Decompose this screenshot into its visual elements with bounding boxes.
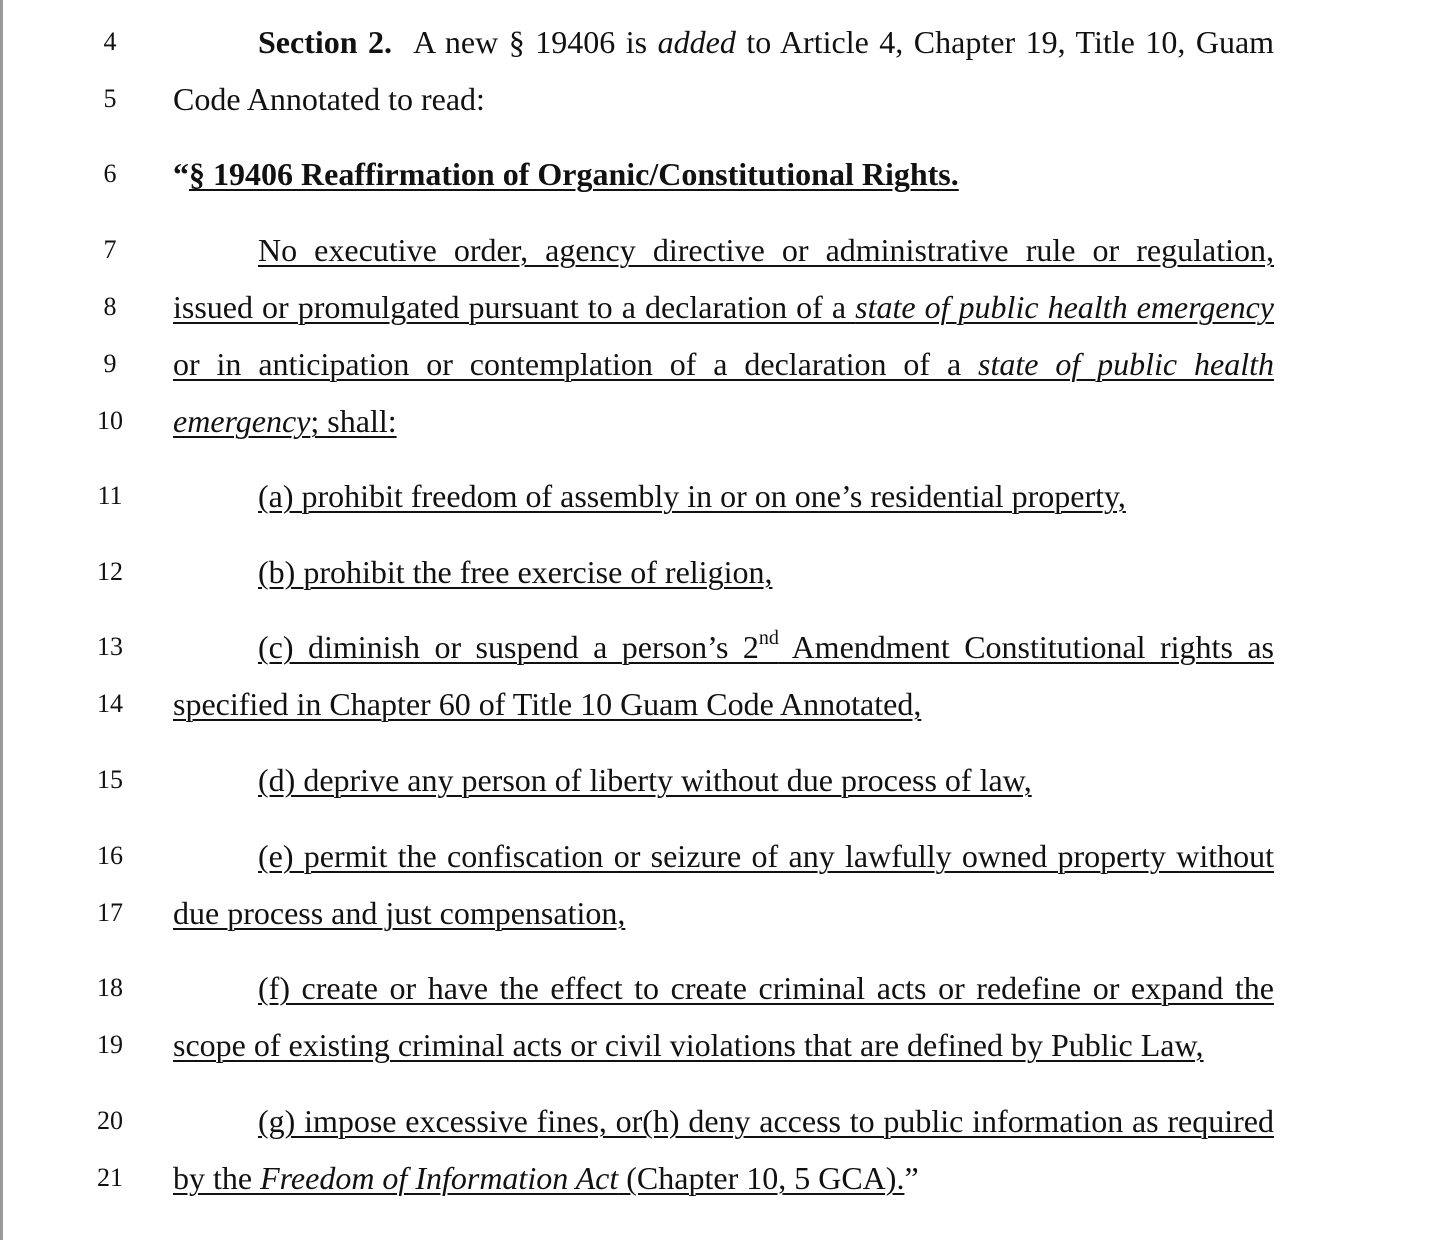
section-line-5: Code Annotated to read: xyxy=(173,81,485,117)
item-a xyxy=(258,476,1274,516)
item-g-h xyxy=(258,1101,1274,1141)
text-run: (a) prohibit freedom of assembly in or on one’s residential property, xyxy=(258,478,1126,514)
line-number: 21 xyxy=(97,1163,123,1192)
text-run-italic: added xyxy=(657,24,736,60)
text-run: (b) prohibit the free exercise of religion, xyxy=(258,554,773,590)
line-number: 15 xyxy=(97,765,123,794)
intro-line-8 xyxy=(173,287,1274,327)
item-f xyxy=(258,968,1274,1008)
intro-line-10 xyxy=(173,401,1274,441)
text-run: ; shall: xyxy=(310,403,397,439)
item-b xyxy=(258,552,1274,592)
section-title xyxy=(173,154,1274,194)
text-run: issued or promulgated pursuant to a declaration of a xyxy=(173,289,856,325)
text-run: (Chapter 10, 5 GCA). xyxy=(618,1160,905,1196)
item-c-continued xyxy=(173,684,1274,724)
text-run: A new § 19406 is xyxy=(413,24,658,60)
text-run: Amendment Constitutional rights as xyxy=(778,629,1274,665)
line-number: 5 xyxy=(103,84,117,113)
line-number: 19 xyxy=(97,1030,123,1059)
line-number: 11 xyxy=(97,481,123,510)
line-number: 16 xyxy=(97,841,123,870)
text-run: (e) permit the confiscation or seizure of any lawfully owned property without xyxy=(258,838,1274,874)
item-f-continued xyxy=(173,1025,1274,1065)
text-run-italic: state of public health xyxy=(978,346,1275,382)
superscript: nd xyxy=(758,627,779,649)
line-number: 12 xyxy=(97,557,123,586)
line-number: 14 xyxy=(97,689,123,718)
text-run-italic: Freedom of Information Act xyxy=(260,1160,619,1196)
text-run: or in anticipation or contemplation of a declaration of a xyxy=(173,346,979,382)
text-run-italic: state of public health emergency xyxy=(855,289,1275,325)
line-number: 10 xyxy=(97,406,123,435)
section-heading-line xyxy=(258,22,1274,62)
text-run: scope of existing criminal acts or civil violations that are defined by Public Law, xyxy=(173,1027,1204,1063)
item-e xyxy=(258,836,1274,876)
section-label: Section 2. xyxy=(258,24,393,60)
open-quote: “ xyxy=(173,156,189,192)
page-left-edge xyxy=(0,0,3,1240)
line-number: 18 xyxy=(97,973,123,1002)
item-g-h-continued xyxy=(173,1158,1274,1198)
text-run: specified in Chapter 60 of Title 10 Guam Code Annotated, xyxy=(173,686,922,722)
line-number: 6 xyxy=(103,159,117,188)
intro-line-7 xyxy=(258,230,1274,270)
text-run: due process and just compensation, xyxy=(173,895,626,931)
line-number: 8 xyxy=(103,292,117,321)
close-quote: ” xyxy=(904,1160,919,1196)
line-number: 20 xyxy=(97,1106,123,1135)
item-d xyxy=(258,760,1274,800)
text-run: (d) deprive any person of liberty without due process of law, xyxy=(258,762,1032,798)
text-run: No executive order, agency directive or administrative rule or regulation, xyxy=(258,232,1274,268)
text-run: by the xyxy=(173,1160,261,1196)
text-run: (c) diminish or suspend a person’s 2 xyxy=(258,629,759,665)
text-run: (g) impose excessive fines, or(h) deny access to public information as required xyxy=(258,1103,1274,1139)
item-c xyxy=(258,627,1274,667)
line-number: 17 xyxy=(97,898,123,927)
line-number: 4 xyxy=(103,27,117,56)
line-number: 7 xyxy=(103,235,117,264)
line-number: 9 xyxy=(103,349,117,378)
item-e-continued xyxy=(173,893,1274,933)
intro-line-9 xyxy=(173,344,1274,384)
section-title-text: § 19406 Reaffirmation of Organic/Constitutional Rights. xyxy=(189,156,959,192)
line-number: 13 xyxy=(97,632,123,661)
text-run: to Article 4, Chapter 19, Title 10, Guam xyxy=(735,24,1275,60)
text-run: (f) create or have the effect to create criminal acts or redefine or expand the xyxy=(258,970,1274,1006)
text-run-italic: emergency xyxy=(173,403,311,439)
